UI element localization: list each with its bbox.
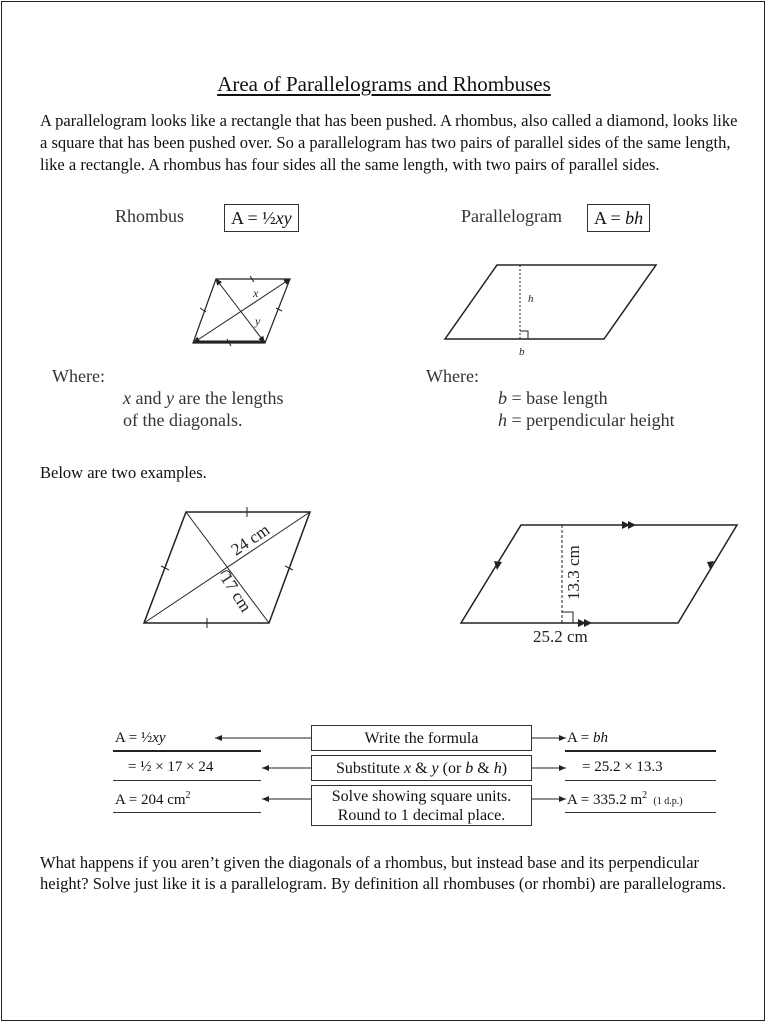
example-base-label: 25.2 cm: [533, 627, 588, 646]
example-height-label: 13.3 cm: [564, 545, 583, 600]
small-rhombus-diagram: [193, 276, 290, 346]
page-title: Area of Parallelograms and Rhombuses: [217, 72, 551, 96]
example-parallelogram-diagram: [461, 525, 737, 623]
parallelogram-formula-box: A = bh: [587, 204, 650, 232]
right-step3: A = 335.2 $m^2$ (1 d.p.): [567, 790, 683, 808]
parallelogram-where-line1: b = base length: [498, 388, 608, 408]
examples-intro: Below are two examples.: [40, 463, 207, 482]
closing-paragraph: What happens if you aren’t given the diagonals of a rhombus, but instead base and its perpendicular height? Solve just like it is a parallelogram. By definition all rhombuses (or rhombi) are parallelograms.: [40, 853, 726, 893]
step-substitute: Substitute x & y (or b & h): [311, 755, 532, 781]
rhombus-where-line2: of the diagonals.: [123, 410, 243, 430]
example-diag2-label: 17 cm: [216, 569, 256, 616]
left-step3: A = 204 $cm^2$: [115, 790, 191, 808]
rhombus-label: Rhombus: [115, 206, 185, 226]
left-step2: = ½ × 17 × 24: [128, 759, 214, 775]
left-underline-3: [113, 812, 261, 813]
rhombus-formula-box: A = ½xy: [224, 204, 299, 232]
parallelogram-label: Parallelogram: [461, 206, 562, 226]
left-step1: A = ½xy: [115, 730, 166, 746]
parallelogram-b-label: b: [519, 346, 525, 358]
parallelogram-where-heading: Where:: [426, 366, 479, 386]
right-step1: A = bh: [567, 730, 608, 746]
intro-paragraph: A parallelogram looks like a rectangle that has been pushed. A rhombus, also called a diamond, looks like a square that has been pushed over. So a parallelogram has two pairs of parallel sides of the same length, like a rectangle. A rhombus has four sides all the same length, with two pairs of parallel sides.: [40, 111, 738, 174]
example-diag1-label: 24 cm: [227, 520, 274, 560]
step-write-formula: Write the formula: [311, 725, 532, 751]
small-parallelogram-diagram: [445, 265, 656, 339]
right-underline-1: [565, 750, 716, 752]
right-step2: = 25.2 × 13.3: [582, 759, 663, 775]
rhombus-where-heading: Where:: [52, 366, 105, 386]
parallelogram-where-line2: h = perpendicular height: [498, 410, 675, 430]
right-underline-2: [565, 780, 716, 781]
parallel-arrow-marks: [494, 521, 714, 627]
step-solve: Solve showing square units. Round to 1 decimal place.: [311, 785, 532, 826]
left-underline-2: [113, 780, 261, 781]
rhombus-y-label: y: [255, 314, 261, 328]
right-underline-3: [565, 812, 716, 813]
example-rhombus-diagram: [144, 507, 310, 628]
parallelogram-h-label: h: [528, 293, 534, 305]
rhombus-x-label: x: [253, 286, 259, 300]
left-underline-1: [113, 750, 261, 752]
rhombus-where-line1: x and y are the lengths: [123, 388, 284, 408]
